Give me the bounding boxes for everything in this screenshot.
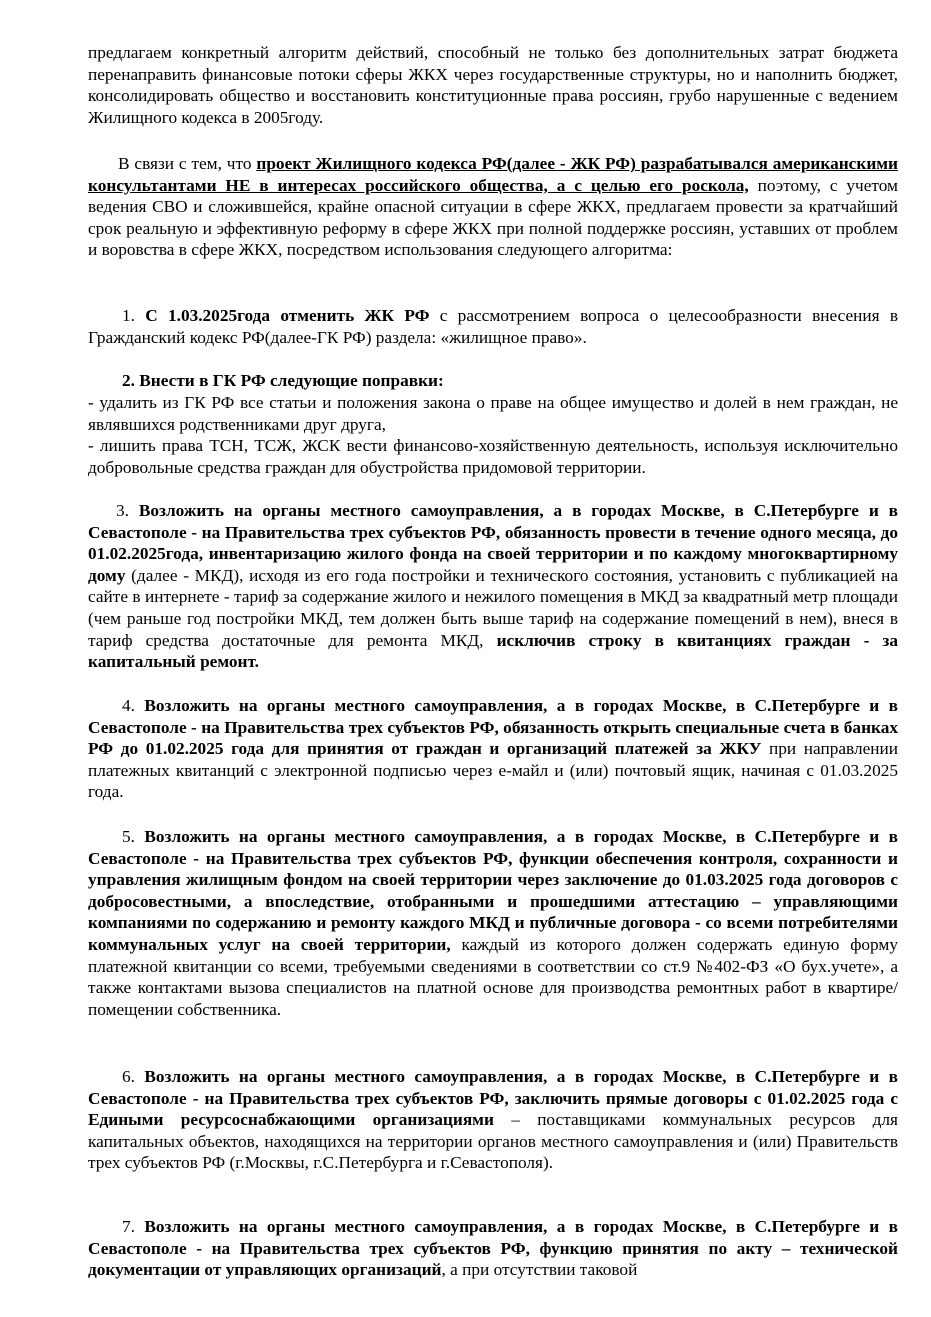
item-3-bold-end: исключив строку в квитанциях граждан - за капитальный ремонт. <box>88 630 898 672</box>
item-3-number: 3. <box>116 501 139 520</box>
item-3-bold: Возложить на органы местного самоуправления, а в городах Москве, в С.Петербурге и в Севастополе - на Правительства трех субъектов РФ, обязанность провести в течение одного месяца, до 01.02.2025года, инвентаризацию жилого фонда на своей территории и по каждому многоквартирному дому <box>88 501 898 585</box>
list-item-5 <box>88 826 898 1020</box>
item-5-number: 5. <box>122 827 145 846</box>
paragraph-context <box>88 153 898 261</box>
item-1-number: 1. <box>122 306 146 325</box>
intro-text: предлагаем конкретный алгоритм действий, способный не только без дополнительных затрат бюджета перенаправить финансовые потоки сферы ЖКХ через государственные структуры, но и наполнить бюджет, консолидировать общество и восстановить конституционные права россиян, грубо нарушенные с ведением Жилищного кодекса в 2005году. <box>88 43 898 127</box>
context-lead: В связи с тем, что <box>118 154 257 173</box>
context-rest: поэтому, с учетом ведения СВО и сложившейся, крайне опасной ситуации в сфере ЖКХ, предлагаем провести за кратчайший срок реальную и эффективную реформу в сфере ЖКХ при полной поддержке россиян, уставших от проблем и воровства в сфере ЖКХ, посредством использования следующего алгоритма: <box>88 175 898 260</box>
item-2-line-1-text: - удалить из ГК РФ все статьи и положения закона о праве на общее имущество и долей в нем граждан, не являвшихся родственниками друг друга, <box>88 393 898 434</box>
item-1-bold: С 1.03.2025года отменить ЖК РФ <box>145 306 430 325</box>
item-5-text: каждый из которого должен содержать единую форму платежной квитанции со всеми, требуемыми сведениями в соответствии со ст.9 №402-ФЗ «О бух.учете», а также контактами вызова специалистов на платной основе для производства ремонтных работ в квартире/помещении собственника. <box>88 934 898 1019</box>
list-item-7 <box>88 1216 898 1281</box>
item-7-number: 7. <box>122 1217 145 1236</box>
list-item-3 <box>88 500 898 673</box>
list-item-4 <box>88 695 898 803</box>
list-item-6 <box>88 1066 898 1174</box>
item-4-text: при направлении платежных квитанций с электронной подписью через е-майл и (или) почтовый ящик, начиная с 01.03.2025 года. <box>88 739 898 802</box>
item-7-text: , а при отсутствии таковой <box>441 1260 638 1280</box>
item-2-heading: 2. Внести в ГК РФ следующие поправки: <box>122 371 444 390</box>
paragraph-intro <box>88 42 898 128</box>
item-5-bold: Возложить на органы местного самоуправления, а в городах Москве, в С.Петербурге и в Севастополе - на Правительства трех субъектов РФ, функции обеспечения контроля, сохранности и управления жилищным фондом на своей территории через заключение до 01.03.2025 года договоров с добросовестными, а впоследствие, отобранными и прошедшими аттестацию – управляющими компаниями по содержанию и ремонту каждого МКД и публичные договора - со всеми потребителями коммунальных услуг на своей территории, <box>88 827 898 954</box>
item-4-number: 4. <box>122 696 145 715</box>
item-3-text: (далее - МКД), исходя из его года постройки и технического состояния, установить с публикацией на сайте в интернете - тариф за содержание жилого и нежилого помещения в МКД за квадратный метр площади (чем раньше год постройки МКД, тем должен быть выше тариф на содержание помещений в нем), внеся в тариф средства достаточные для ремонта МКД, <box>88 565 898 650</box>
item-6-number: 6. <box>122 1067 145 1086</box>
context-emphasis: проект Жилищного кодекса РФ(далее - ЖК РФ) разрабатывался американскими консультантами НЕ в интересах российского общества, а с целью его роскола, <box>88 154 898 195</box>
item-2-line-2-text: - лишить права ТСН, ТСЖ, ЖСК вести финансово-хозяйственную деятельность, используя исключительно добровольные средства граждан для обустройства придомовой территории. <box>88 436 898 477</box>
list-item-2-heading <box>88 370 898 392</box>
item-1-text: с рассмотрением вопроса о целесообразности внесения в Гражданский кодекс РФ(далее-ГК РФ) раздела: «жилищное право». <box>88 306 899 347</box>
list-item-2-line-2 <box>88 435 898 478</box>
item-7-bold: Возложить на органы местного самоуправления, а в городах Москве, в С.Петербурге и в Севастополе - на Правительства трех субъектов РФ, функцию принятия по акту – технической документации от управляющих организаций <box>88 1217 898 1280</box>
item-6-text: – поставщиками коммунальных ресурсов для капитальных объектов, находящихся на территории органов местного самоуправления и (или) Правительств трех субъектов РФ (г.Москвы, г.С.Петербурга и г.Севастополя). <box>88 1110 898 1173</box>
item-4-bold: Возложить на органы местного самоуправления, а в городах Москве, в С.Петербурге и в Севастополе - на Правительства трех субъектов РФ, обязанность открыть специальные счета в банках РФ до 01.02.2025 года для принятия от граждан и организаций платежей за ЖКУ <box>88 696 898 759</box>
item-6-bold: Возложить на органы местного самоуправления, а в городах Москве, в С.Петербурге и в Севастополе - на Правительства трех субъектов РФ, заключить прямые договоры с 01.02.2025 года с Едиными ресурсоснабжающими организациями <box>88 1067 898 1130</box>
list-item-2-line-1 <box>88 392 898 435</box>
list-item-1 <box>88 305 898 348</box>
